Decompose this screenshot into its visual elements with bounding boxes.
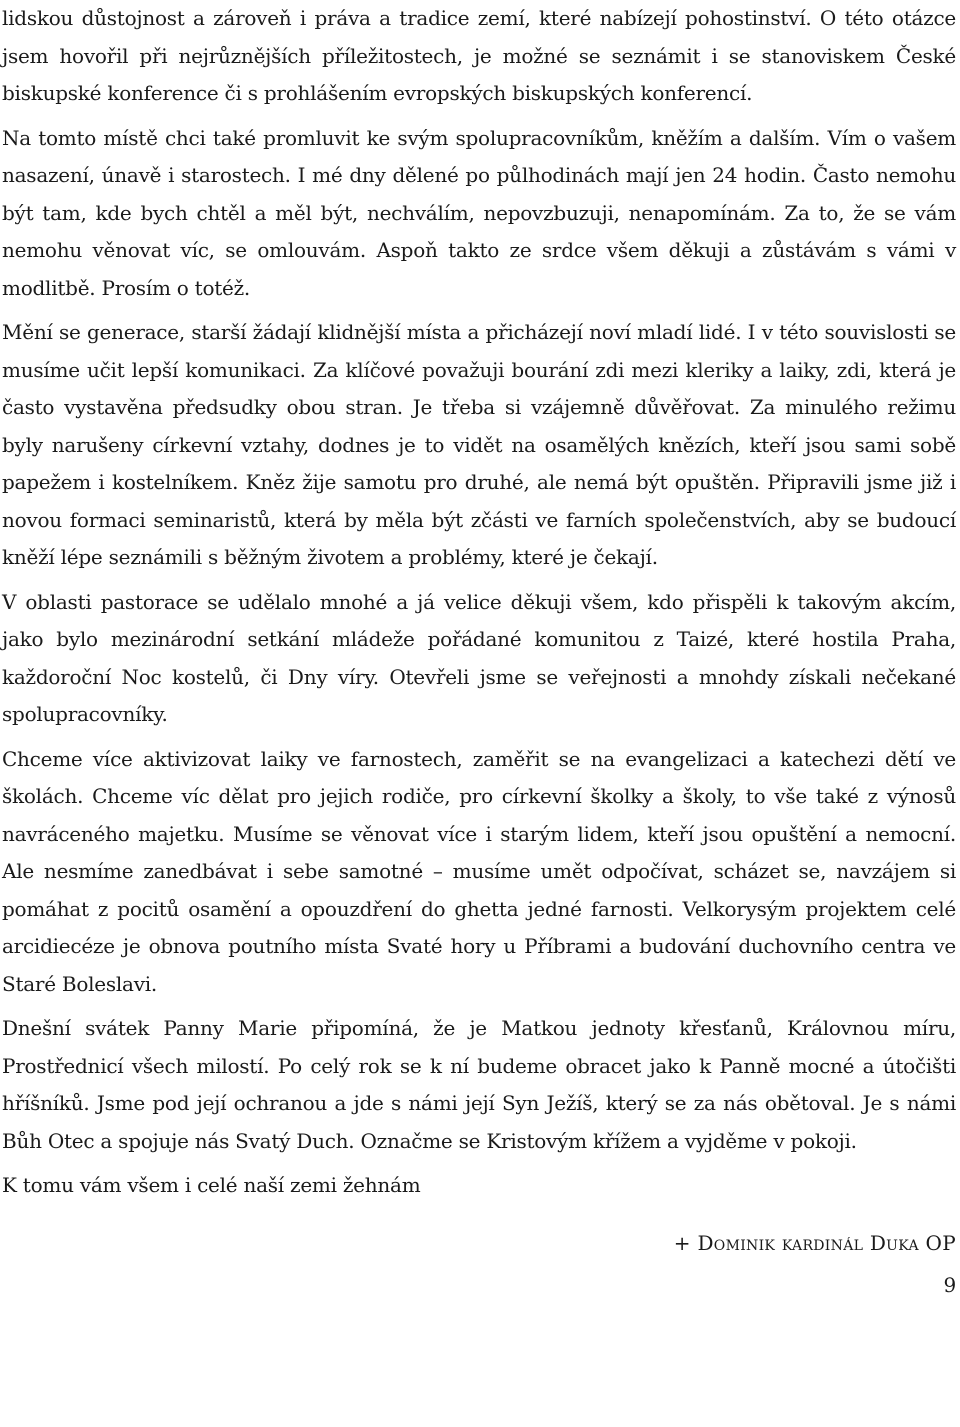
paragraph: Na tomto místě chci také promluvit ke svým spolupracovníkům, kněžím a dalším. Vím o vašem nasazení, únavě i starostech. I mé dny dělené po půlhodinách mají jen 24 hodin. Často nemohu být tam, kde bych chtěl a měl být, nechválím, nepovzbuzuji, nenapomínám. Za to, že se vám nemohu věnovat víc, se omlouvám. Aspoň takto ze srdce všem děkuji a zůstávám s vámi v modlitbě. Prosím o totéž. [2,125,956,300]
paragraph: Dnešní svátek Panny Marie připomíná, že je Matkou jednoty křesťanů, Královnou míru, Prostřednicí všech milostí. Po celý rok se k ní budeme obracet jako k Panně mocné a útočišti hříšníků. Jsme pod její ochranou a jde s námi její Syn Ježíš, který se za nás obětoval. Je s námi Bůh Otec a spojuje nás Svatý Duch. Označme se Kristovým křížem a vyjděme v pokoji. [2,1016,956,1153]
page-number: 9 [943,1273,956,1297]
paragraph: Mění se generace, starší žádají klidnější místa a přicházejí noví mladí lidé. I v této souvislosti se musíme učit lepší komunikaci. Za klíčové považuji bourání zdi mezi kleriky a laiky, zdi, která je často vystavěna předsudky obou stran. Je třeba si vzájemně důvěřovat. Za minulého režimu byly narušeny církevní vztahy, dodnes je to vidět na osamělých knězích, kteří jsou sami sobě papežem i kostelníkem. Kněz žije samotu pro druhé, ale nemá být opuštěn. Připravili jsme již i novou formaci seminaristů, která by měla být zčásti ve farních společenstvích, aby se budoucí kněží lépe seznámili s běžným životem a problémy, které je čekají. [2,320,956,569]
document-page [2,0,956,1305]
paragraph: Chceme více aktivizovat laiky ve farnostech, zaměřit se na evangelizaci a katechezi dětí ve školách. Chceme víc dělat pro jejich rodiče, pro církevní školky a školy, to vše také z výnosů navráceného majetku. Musíme se věnovat více i starým lidem, kteří jsou opuštění a nemocní. Ale nesmíme zanedbávat i sebe samotné – musíme umět odpočívat, scházet se, navzájem si pomáhat z pocitů osamění a opouzdření do ghetta jedné farnosti. Velkorysým projektem celé arcidiecéze je obnova poutního místa Svaté hory u Příbrami a budování duchovního centra ve Staré Boleslavi. [2,746,956,996]
closing-blessing: K tomu vám všem i celé naší zemi žehnám [2,1173,421,1197]
paragraph: lidskou důstojnost a zároveň i práva a tradice zemí, které nabízejí pohostinství. O této otázce jsem hovořil při nejrůznějších příležitostech, je možné se seznámit i se stanoviskem České biskupské konference či s prohlášením evropských biskupských konferencí. [2,6,956,105]
signature: + Dominik kardinál Duka OP [673,1230,956,1255]
paragraph: V oblasti pastorace se udělalo mnohé a já velice děkuji všem, kdo přispěli k takovým akcím, jako bylo mezinárodní setkání mládeže pořádané komunitou z Taizé, které hostila Praha, každoroční Noc kostelů, či Dny víry. Otevřeli jsme se veřejnosti a mnohdy získali nečekané spolupracovníky. [2,589,956,726]
